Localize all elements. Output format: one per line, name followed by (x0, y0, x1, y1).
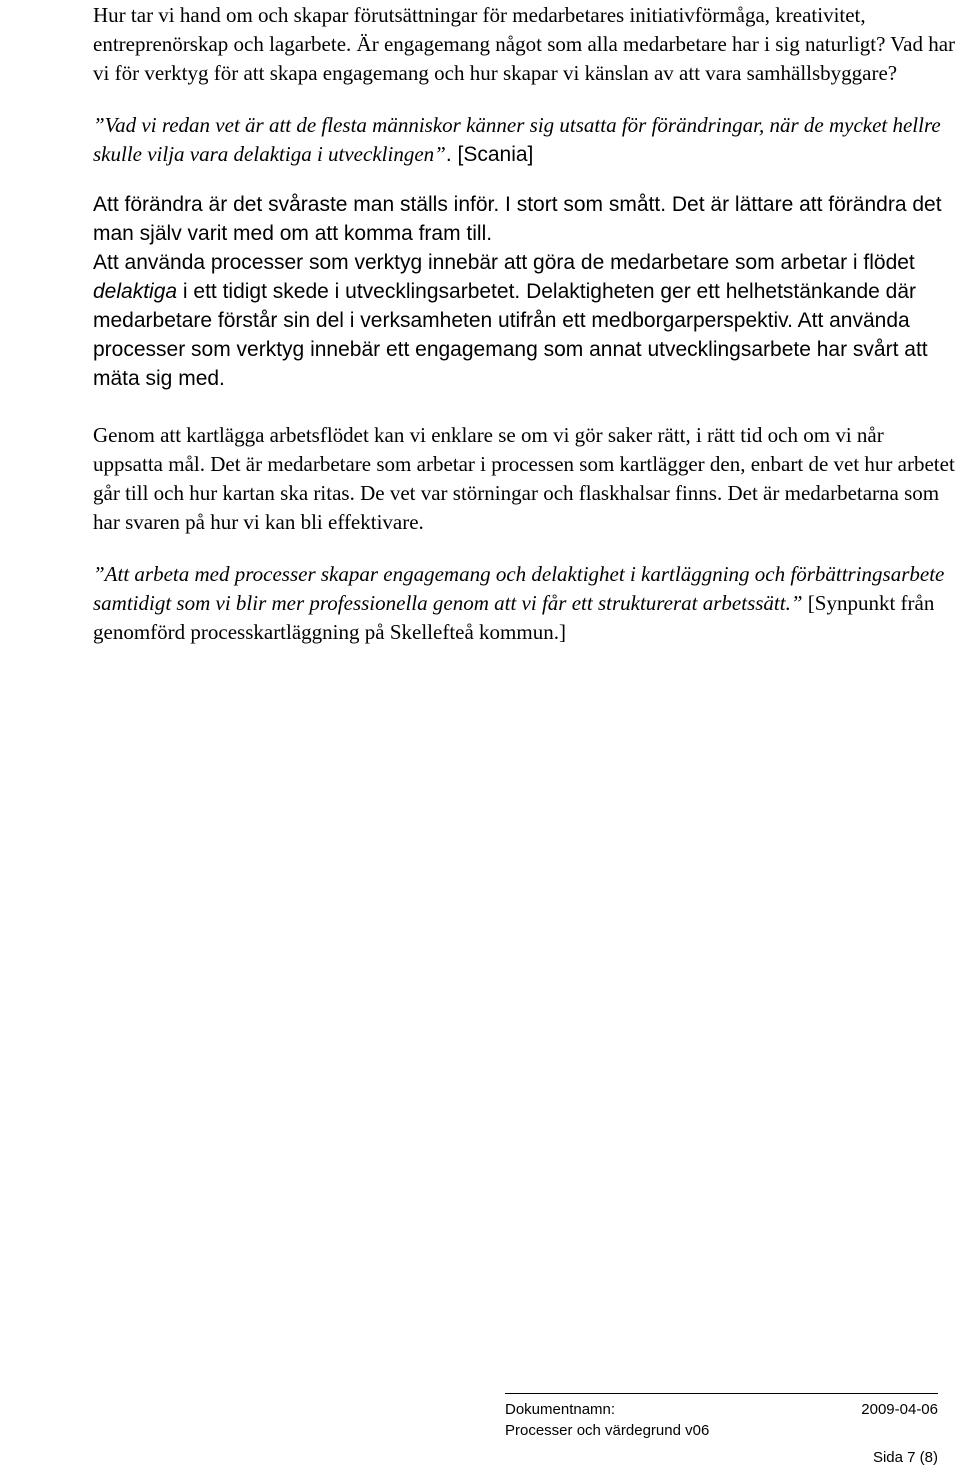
footer-doc-name: Processer och värdegrund v06 (505, 1422, 710, 1439)
document-body (93, 0, 955, 647)
skelleftea-quote-text: ”Att arbeta med processer skapar engagemang och delaktighet i kartläggning och förbättringsarbete samtidigt som vi blir mer professionella genom att vi får ett strukturerat arbetssätt.” (93, 562, 945, 615)
process-paragraph (93, 248, 955, 393)
intro-paragraph: Hur tar vi hand om och skapar förutsättningar för medarbetares initiativförmåga, kreativitet, entreprenörskap och lagarbete. Är engagemang något som alla medarbetare har i sig naturligt? Vad har vi för verktyg för att skapa engagemang och hur skapar vi känslan av att vara samhällsbyggare? (93, 3, 956, 85)
footer-doc-label: Dokumentnamn: (505, 1401, 616, 1418)
footer-date: 2009-04-06 (861, 1401, 938, 1418)
mapping-paragraph: Genom att kartlägga arbetsflödet kan vi enklare se om vi gör saker rätt, i rätt tid och om vi når uppsatta mål. Det är medarbetare som arbetar i processen som kartlägger den, enbart de vet hur arbetet går till och hur kartan ska ritas. De vet var störningar och flaskhalsar finns. Det är medarbetarna som har svaren på hur vi kan bli effektivare. (93, 423, 955, 534)
footer-page-number: Sida 7 (8) (872, 1449, 938, 1466)
process-paragraph-start: Att använda processer som verktyg innebär att göra de medarbetare som arbetar i flödet (93, 251, 915, 274)
skelleftea-quote (93, 560, 955, 647)
process-paragraph-end: i ett tidigt skede i utvecklingsarbetet. Delaktigheten ger ett helhetstänkande där medarbetare förstår sin del i verksamheten utifrån ett medborgarperspektiv. Att använda processer som verktyg innebär ett engagemang som annat utvecklingsarbete har svårt att mäta sig med. (93, 280, 928, 390)
page-footer (505, 1399, 938, 1468)
process-paragraph-italic: delaktiga (93, 280, 178, 303)
scania-quote-source: . [Scania] (445, 143, 534, 166)
scania-quote-text: ”Vad vi redan vet är att de flesta människor känner sig utsatta för förändringar, när de mycket hellre skulle vilja vara delaktiga i utvecklingen” (93, 113, 941, 166)
skelleftea-quote-source: [Synpunkt från genomförd processkartläggning på Skellefteå kommun.] (93, 591, 935, 644)
change-paragraph: Att förändra är det svåraste man ställs inför. I stort som smått. Det är lättare att förändra det man själv varit med om att komma fram till. (93, 193, 942, 245)
scania-quote (93, 111, 955, 169)
footer-divider (505, 1393, 938, 1394)
